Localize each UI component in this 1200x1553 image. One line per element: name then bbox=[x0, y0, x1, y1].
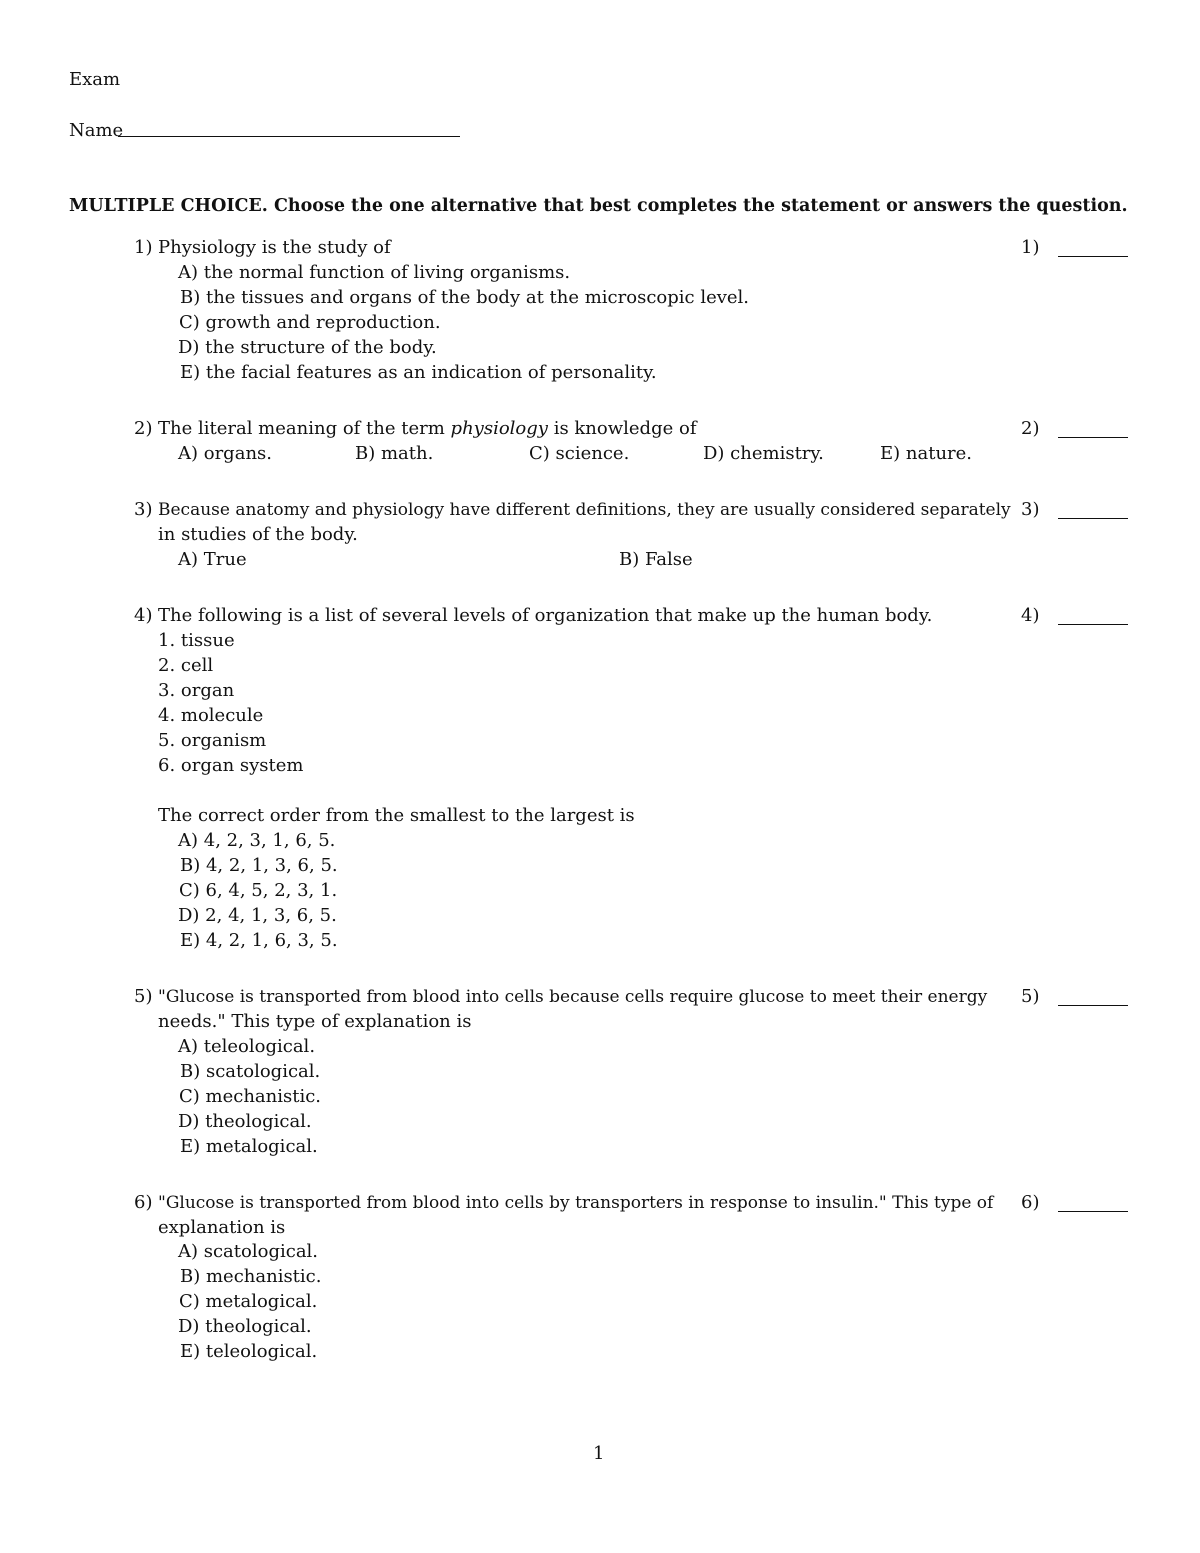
question-4-stem: The following is a list of several levels of organization that make up the human body. bbox=[158, 605, 933, 626]
question-4-option-a: A) 4, 2, 3, 1, 6, 5. bbox=[178, 830, 336, 851]
question-6-option-d: D) theological. bbox=[178, 1316, 312, 1337]
question-6-option-e: E) teleological. bbox=[180, 1341, 318, 1362]
question-1-option-a: A) the normal function of living organisms. bbox=[178, 262, 571, 283]
instructions bbox=[69, 196, 1128, 216]
question-5-option-b: B) scatological. bbox=[180, 1061, 321, 1082]
instructions-heading: MULTIPLE CHOICE. bbox=[69, 196, 268, 216]
name-field[interactable] bbox=[118, 136, 460, 137]
answer-blank-2[interactable] bbox=[1058, 437, 1128, 438]
question-4-option-c: C) 6, 4, 5, 2, 3, 1. bbox=[179, 880, 338, 901]
answer-label-3: 3) bbox=[1021, 499, 1040, 520]
question-2-number: 2) bbox=[134, 418, 153, 439]
question-1-option-d: D) the structure of the body. bbox=[178, 337, 437, 358]
question-1-option-c: C) growth and reproduction. bbox=[179, 312, 441, 333]
question-4-list-item: 4. molecule bbox=[158, 705, 264, 726]
question-4-list-item: 1. tissue bbox=[158, 630, 235, 651]
question-2-stem bbox=[158, 419, 696, 439]
page-number: 1 bbox=[593, 1443, 605, 1464]
exam-title: Exam bbox=[69, 69, 121, 90]
question-2-option-d: D) chemistry. bbox=[703, 443, 824, 464]
question-2-option-a: A) organs. bbox=[178, 443, 272, 464]
question-5-option-a: A) teleological. bbox=[178, 1036, 316, 1057]
question-5-stem-line2: needs." This type of explanation is bbox=[158, 1011, 472, 1032]
question-3-number: 3) bbox=[134, 499, 153, 520]
answer-label-1: 1) bbox=[1021, 237, 1040, 258]
answer-blank-3[interactable] bbox=[1058, 518, 1128, 519]
question-4-number: 4) bbox=[134, 605, 153, 626]
question-3-option-b: B) False bbox=[619, 549, 693, 570]
question-4-list-item: 5. organism bbox=[158, 730, 267, 751]
question-4-list-item: 2. cell bbox=[158, 655, 214, 676]
answer-label-2: 2) bbox=[1021, 418, 1040, 439]
question-2-option-e: E) nature. bbox=[880, 443, 973, 464]
instructions-text: Choose the one alternative that best completes the statement or answers the question. bbox=[273, 196, 1128, 216]
answer-blank-1[interactable] bbox=[1058, 256, 1128, 257]
question-5-number: 5) bbox=[134, 986, 153, 1007]
answer-blank-5[interactable] bbox=[1058, 1005, 1128, 1006]
question-2-stem-term: physiology bbox=[450, 418, 548, 439]
question-4-list-item: 3. organ bbox=[158, 680, 235, 701]
question-6-stem-line2: explanation is bbox=[158, 1217, 286, 1238]
question-5-option-d: D) theological. bbox=[178, 1111, 312, 1132]
question-2-stem-after: is knowledge of bbox=[553, 418, 697, 439]
question-5-option-e: E) metalogical. bbox=[180, 1136, 318, 1157]
question-6-stem-line1: "Glucose is transported from blood into cells by transporters in response to insulin." This type of bbox=[158, 1193, 994, 1213]
question-4-option-b: B) 4, 2, 1, 3, 6, 5. bbox=[180, 855, 338, 876]
question-1-option-b: B) the tissues and organs of the body at the microscopic level. bbox=[180, 287, 750, 308]
question-1-option-e: E) the facial features as an indication of personality. bbox=[180, 362, 657, 383]
question-6-option-c: C) metalogical. bbox=[179, 1291, 318, 1312]
question-3-stem-line1: Because anatomy and physiology have different definitions, they are usually considered separately bbox=[158, 500, 1011, 520]
question-6-number: 6) bbox=[134, 1192, 153, 1213]
question-3-option-a: A) True bbox=[178, 549, 247, 570]
question-2-stem-before: The literal meaning of the term bbox=[158, 418, 445, 439]
answer-label-5: 5) bbox=[1021, 986, 1040, 1007]
answer-blank-6[interactable] bbox=[1058, 1211, 1128, 1212]
question-6-option-b: B) mechanistic. bbox=[180, 1266, 322, 1287]
name-label: Name bbox=[69, 120, 124, 141]
answer-blank-4[interactable] bbox=[1058, 624, 1128, 625]
question-5-option-c: C) mechanistic. bbox=[179, 1086, 322, 1107]
question-4-option-e: E) 4, 2, 1, 6, 3, 5. bbox=[180, 930, 338, 951]
question-1-number: 1) bbox=[134, 237, 153, 258]
question-4-option-d: D) 2, 4, 1, 3, 6, 5. bbox=[178, 905, 337, 926]
question-4-list-item: 6. organ system bbox=[158, 755, 304, 776]
question-4-prompt: The correct order from the smallest to the largest is bbox=[158, 805, 635, 826]
question-3-stem-line2: in studies of the body. bbox=[158, 524, 358, 545]
question-2-option-c: C) science. bbox=[529, 443, 630, 464]
question-5-stem-line1: "Glucose is transported from blood into cells because cells require glucose to meet their energy bbox=[158, 987, 988, 1007]
question-2-option-b: B) math. bbox=[355, 443, 434, 464]
question-1-stem: Physiology is the study of bbox=[158, 237, 391, 258]
question-6-option-a: A) scatological. bbox=[178, 1241, 319, 1262]
answer-label-4: 4) bbox=[1021, 605, 1040, 626]
answer-label-6: 6) bbox=[1021, 1192, 1040, 1213]
